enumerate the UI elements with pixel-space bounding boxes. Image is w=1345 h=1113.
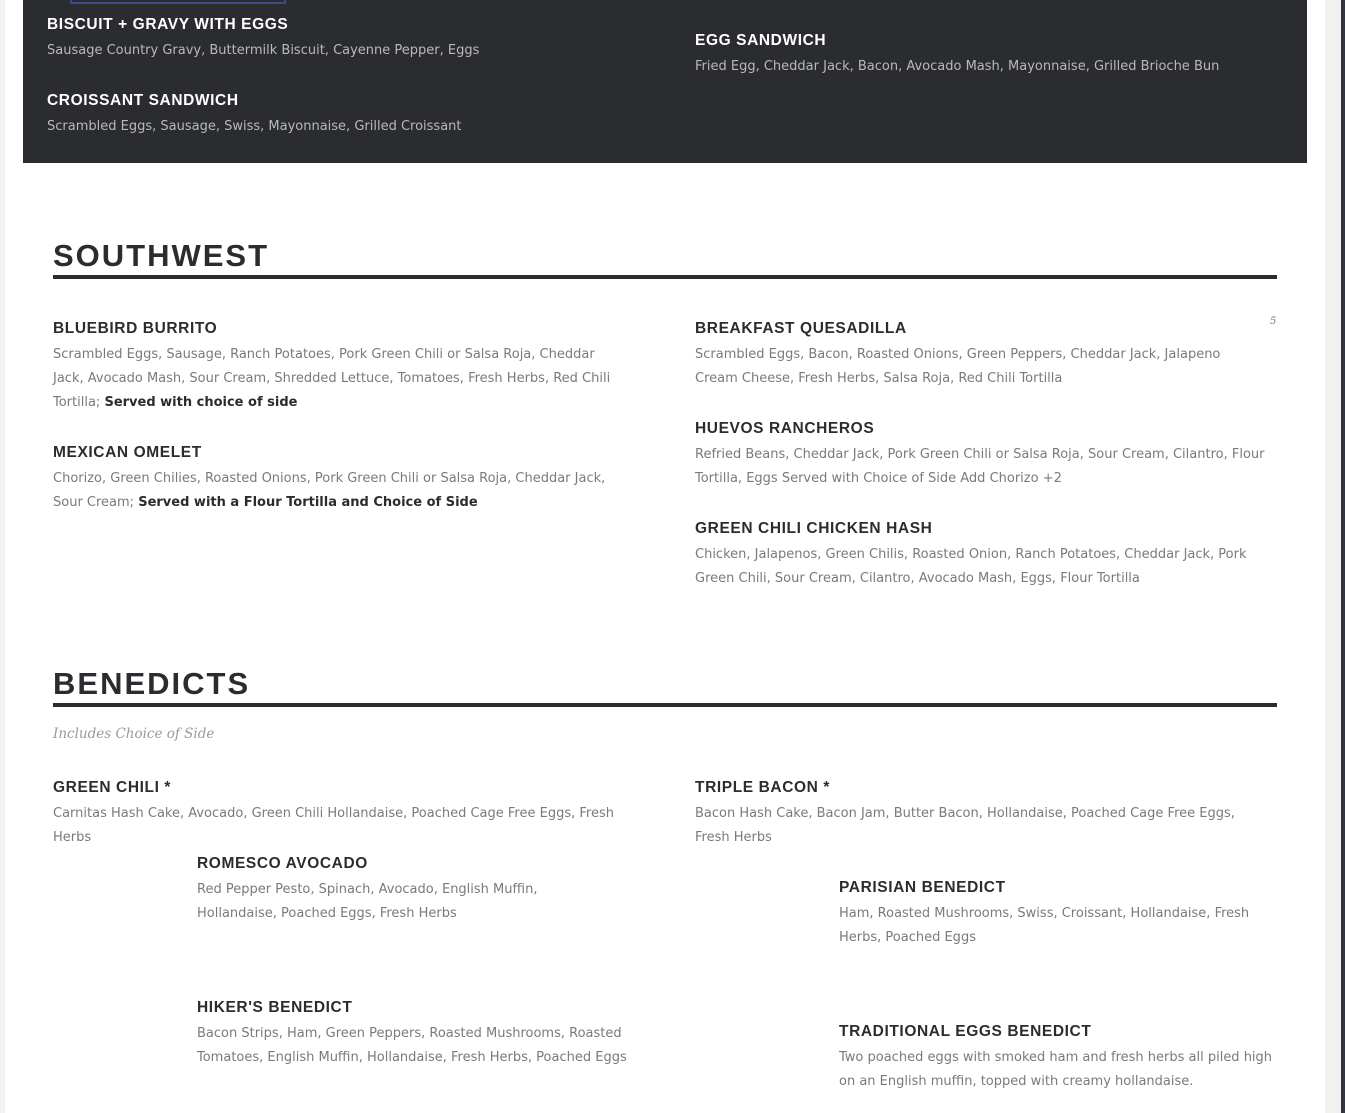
menu-item-description: Bacon Strips, Ham, Green Peppers, Roasted Mushrooms, Roasted Tomatoes, English Muffin, Hollandaise, Fresh Herbs, Poached Eggs: [197, 1026, 627, 1065]
section-divider: [53, 275, 1277, 279]
menu-item-description: Fried Egg, Cheddar Jack, Bacon, Avocado Mash, Mayonnaise, Grilled Brioche Bun: [695, 59, 1220, 74]
menu-item-note: Served with choice of side: [104, 395, 298, 410]
section-title-southwest: SOUTHWEST: [53, 238, 270, 273]
menu-item-description: Scrambled Eggs, Bacon, Roasted Onions, Green Peppers, Cheddar Jack, Jalapeno Cream Cheese, Fresh Herbs, Salsa Roja, Red Chili Tortilla: [695, 347, 1221, 386]
menu-item-title: GREEN CHILI *: [53, 779, 172, 796]
section-note: Includes Choice of Side: [53, 726, 215, 742]
menu-item-description: Red Pepper Pesto, Spinach, Avocado, English Muffin, Hollandaise, Poached Eggs, Fresh Herbs: [197, 882, 538, 921]
menu-item-description: Refried Beans, Cheddar Jack, Pork Green Chili or Salsa Roja, Sour Cream, Cilantro, Flour Tortilla, Eggs Served with Choice of Side Add Chorizo +2: [695, 447, 1265, 486]
menu-item-title: BISCUIT + GRAVY WITH EGGS: [47, 16, 289, 33]
section-divider: [53, 703, 1277, 707]
menu-item-description: Two poached eggs with smoked ham and fresh herbs all piled high on an English muffin, topped with creamy hollandaise.: [839, 1050, 1273, 1089]
menu-item-description: Ham, Roasted Mushrooms, Swiss, Croissant, Hollandaise, Fresh Herbs, Poached Eggs: [839, 906, 1250, 945]
menu-item-title: TRADITIONAL EGGS BENEDICT: [839, 1023, 1092, 1040]
menu-item-description: Bacon Hash Cake, Bacon Jam, Butter Bacon, Hollandaise, Poached Cage Free Eggs, Fresh Herbs: [695, 806, 1235, 845]
focus-outline: [70, 0, 286, 4]
menu-item-title: MEXICAN OMELET: [53, 444, 202, 461]
sandwiches-panel: [23, 0, 1307, 163]
menu-item-description: Chorizo, Green Chilies, Roasted Onions, Pork Green Chili or Salsa Roja, Cheddar Jack, Sour Cream; Served with a Flour Tortilla and Choice of Side: [53, 471, 606, 510]
menu-item-description: Carnitas Hash Cake, Avocado, Green Chili Hollandaise, Poached Cage Free Eggs, Fresh Herbs: [53, 806, 614, 845]
menu-item-description: Chicken, Jalapenos, Green Chilis, Roasted Onion, Ranch Potatoes, Cheddar Jack, Pork Green Chili, Sour Cream, Cilantro, Avocado Mash, Eggs, Flour Tortilla: [695, 547, 1247, 586]
scrollbar-thumb[interactable]: [1341, 0, 1345, 1113]
menu-item-title: GREEN CHILI CHICKEN HASH: [695, 520, 933, 537]
menu-item-note: Served with a Flour Tortilla and Choice of Side: [138, 495, 478, 510]
section-title-benedicts: BENEDICTS: [53, 666, 251, 701]
menu-item-title: TRIPLE BACON *: [695, 779, 830, 796]
menu-item-title: PARISIAN BENEDICT: [839, 879, 1006, 896]
menu-item-title: EGG SANDWICH: [695, 32, 827, 49]
menu-item-title: HIKER'S BENEDICT: [197, 999, 353, 1016]
menu-item-title: BLUEBIRD BURRITO: [53, 320, 218, 337]
menu-item-title: HUEVOS RANCHEROS: [695, 420, 875, 437]
menu-item-title: CROISSANT SANDWICH: [47, 92, 239, 109]
menu-item-description: Sausage Country Gravy, Buttermilk Biscuit, Cayenne Pepper, Eggs: [47, 43, 480, 58]
menu-item-description: Scrambled Eggs, Sausage, Ranch Potatoes, Pork Green Chili or Salsa Roja, Cheddar Jack, Avocado Mash, Sour Cream, Shredded Lettuce, Tomatoes, Fresh Herbs, Red Chili Tortilla; Served with choice of side: [53, 347, 611, 410]
menu-item-description: Scrambled Eggs, Sausage, Swiss, Mayonnaise, Grilled Croissant: [47, 119, 462, 134]
menu-item-title: BREAKFAST QUESADILLA: [695, 320, 907, 337]
menu-item-price: 5: [1270, 316, 1277, 327]
menu-item-title: ROMESCO AVOCADO: [197, 855, 368, 872]
